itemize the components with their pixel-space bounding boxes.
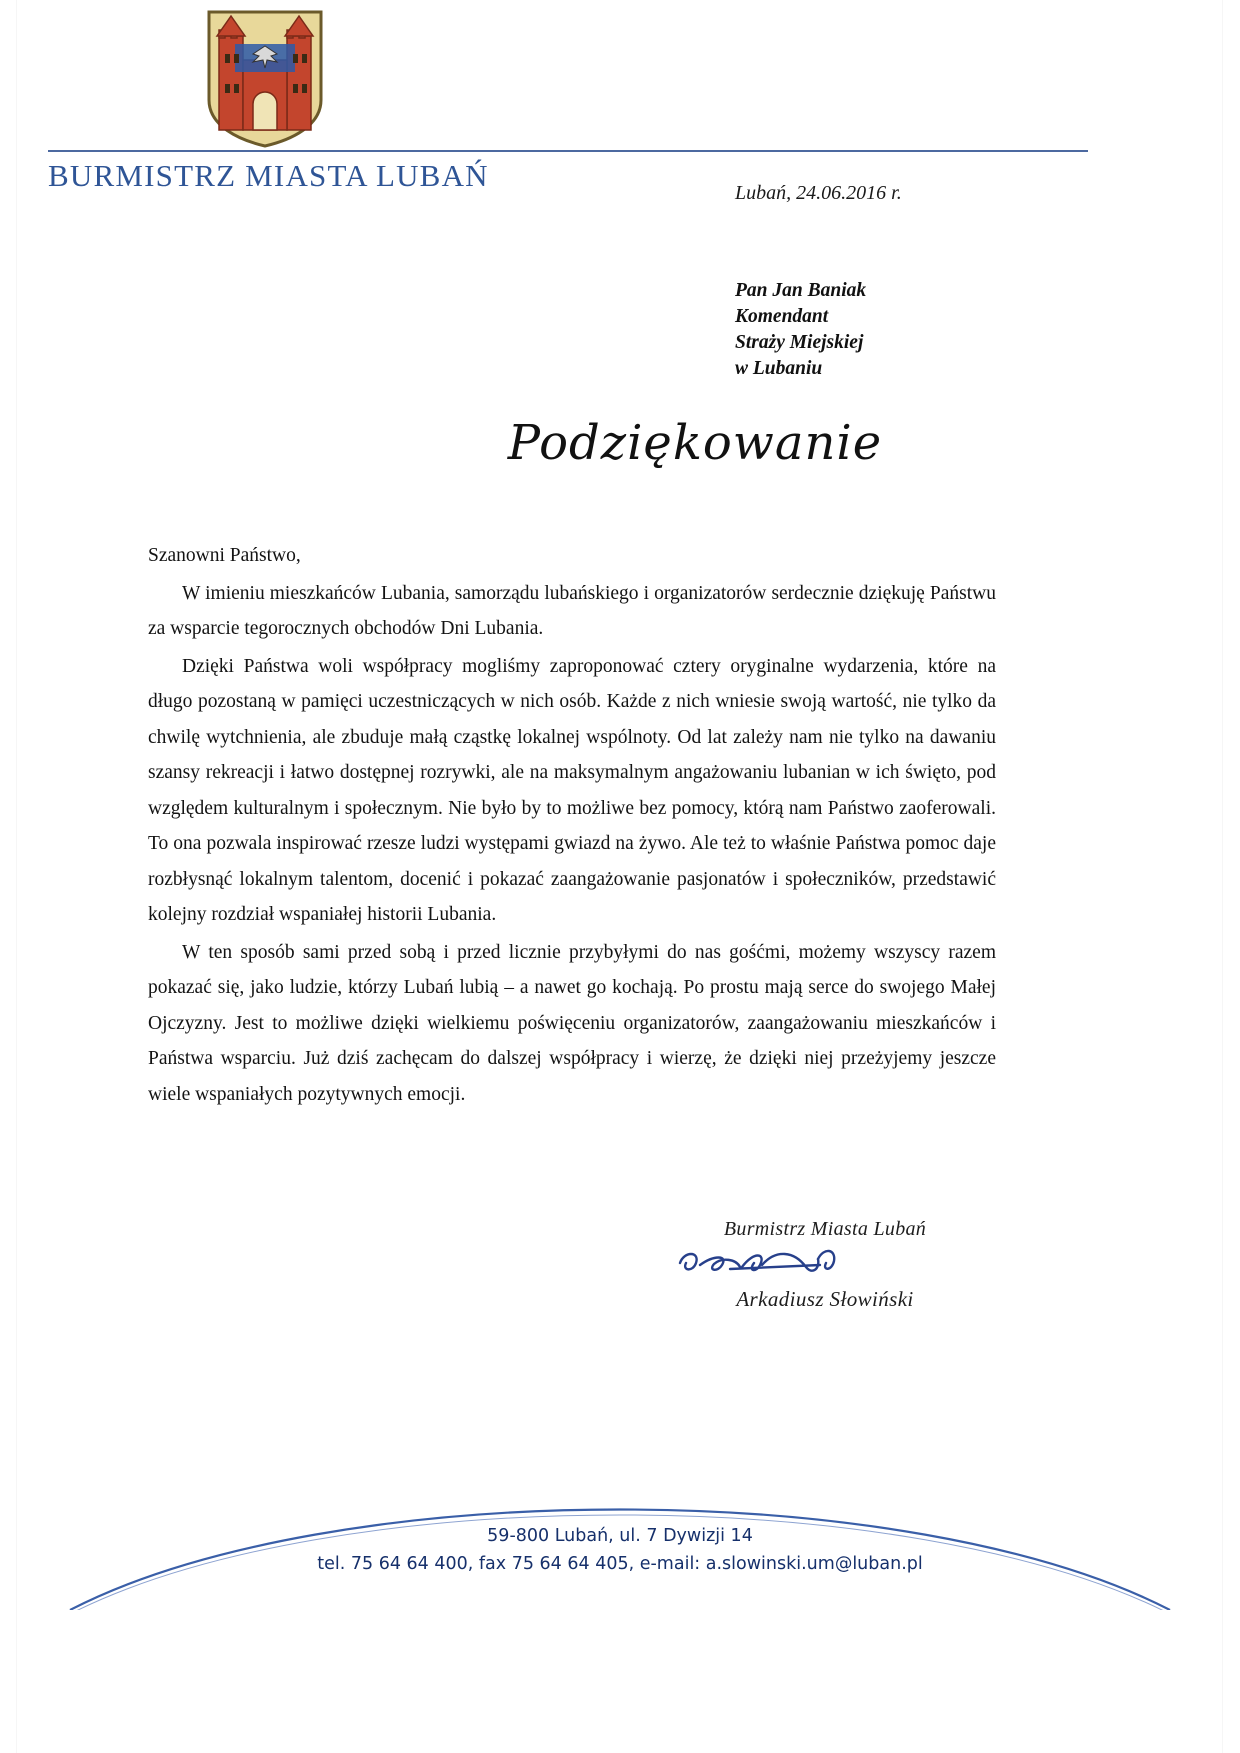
footer-phone-email: tel. 75 64 64 400, fax 75 64 64 405, e-mail: a.slowinski.um@luban.pl [317,1554,923,1574]
addressee-role: Komendant [735,306,829,327]
scan-artifact [16,0,17,1753]
footer-contact [0,1522,1240,1578]
addressee-name: Pan Jan Baniak [735,280,867,301]
signature-title: Burmistrz Miasta Lubań [723,1218,927,1240]
addressee-block [735,278,866,382]
letter-date: Lubań, 24.06.2016 r. [735,182,902,204]
scan-artifact [1222,0,1223,1753]
letter-body [148,538,996,1114]
coat-of-arms-icon [205,8,325,148]
signatory-name: Arkadiusz Słowiński [736,1287,914,1311]
document-heading: Podziękowanie [507,415,883,471]
body-paragraph-3: W ten sposób sami przed sobą i przed licznie przybyłymi do nas gośćmi, możemy wszyscy razem pokazać się, jako ludzie, którzy Lubań lubią – a nawet go kochają. Po prostu mają serce do swojego Małej Ojczyzny. Jest to możliwe dzięki wielkiemu poświęceniu organizatorów, zaangażowaniu mieszkańców i Państwa wsparciu. Już dziś zachęcam do dalszej współpracy i wierzę, że dzięki niej przeżyjemy jeszcze wiele wspaniałych pozytywnych emocji. [148,941,996,1105]
addressee-city: w Lubaniu [735,358,823,379]
letterhead-title: BURMISTRZ MIASTA LUBAŃ [48,158,489,193]
signature-block [660,1218,990,1312]
body-paragraph-1: W imieniu mieszkańców Lubania, samorządu lubańskiego i organizatorów serdecznie dziękuję Państwu za wsparcie tegorocznych obchodów Dni Lubania. [148,582,996,639]
body-paragraph-2: Dzięki Państwa woli współpracy mogliśmy zaproponować cztery oryginalne wydarzenia, które na długo pozostaną w pamięci uczestniczących w nich osób. Każde z nich wniesie swoją wartość, nie tylko da chwilę wytchnienia, ale zbuduje małą cząstkę lokalnej wspólnoty. Od lat zależy nam nie tylko na dawaniu szansy rekreacji i łatwo dostępnej rozrywki, ale na maksymalnym angażowaniu lubanian w ich święto, pod względem kulturalnym i społecznym. Nie było by to możliwe bez pomocy, którą nam Państwo zaoferowali. To ona pozwala inspirować rzesze ludzi występami gwiazd na żywo. Ale też to właśnie Państwa pomoc daje rozbłysnąć lokalnym talentom, docenić i pokazać zaangażowanie pasjonatów i społeczników, przedstawić kolejny rozdział wspaniałej historii Lubania. [148,655,996,925]
footer-address: 59-800 Lubań, ul. 7 Dywizji 14 [487,1526,753,1546]
letterhead-divider [48,150,1088,152]
addressee-org: Straży Miejskiej [735,332,864,353]
handwritten-signature-icon [660,1241,990,1287]
salutation: Szanowni Państwo, [148,545,301,566]
